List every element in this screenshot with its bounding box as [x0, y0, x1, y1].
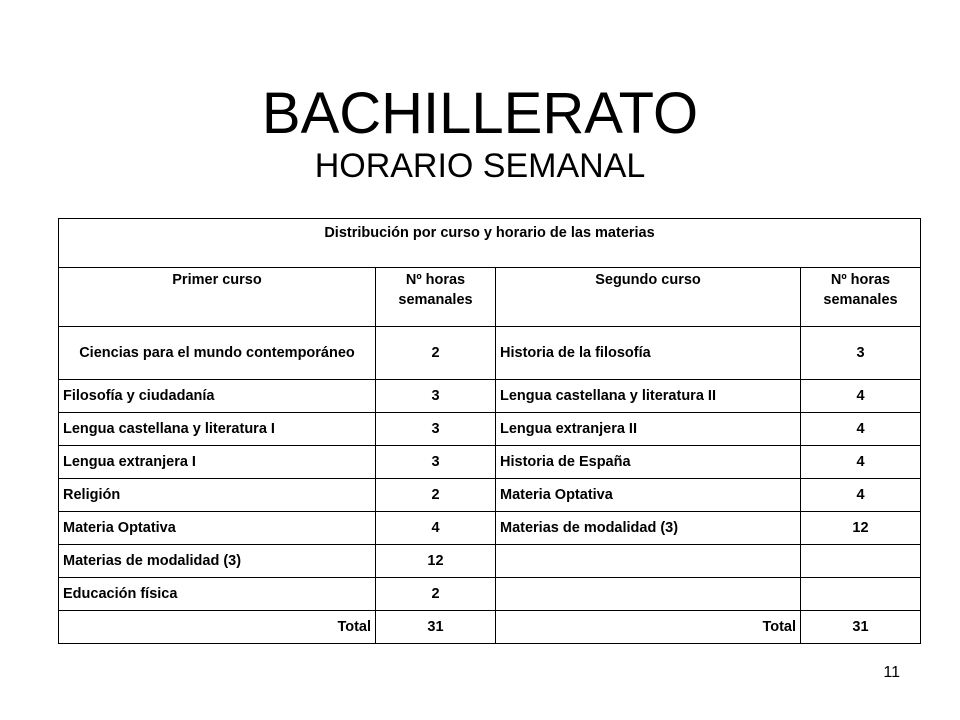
- second-course-hours: [801, 578, 921, 611]
- first-course-hours: 3: [376, 446, 496, 479]
- first-course-hours: 4: [376, 512, 496, 545]
- second-course-subject: Materia Optativa: [496, 479, 801, 512]
- second-course-subject: Lengua castellana y literatura II: [496, 380, 801, 413]
- table-row: [59, 512, 921, 545]
- header-first-hours: Nº horas semanales: [376, 268, 496, 327]
- second-course-hours: 12: [801, 512, 921, 545]
- page-number: 11: [883, 664, 900, 681]
- page-title: BACHILLERATO: [261, 81, 699, 146]
- first-course-subject: Religión: [59, 479, 376, 512]
- table-row: [59, 327, 921, 380]
- second-course-hours: 4: [801, 446, 921, 479]
- header-second-course: Segundo curso: [496, 268, 801, 327]
- first-course-subject: Lengua castellana y literatura I: [59, 413, 376, 446]
- total-second-label: Total: [496, 611, 801, 644]
- total-first-label: Total: [59, 611, 376, 644]
- first-course-hours: 12: [376, 545, 496, 578]
- table-row: [59, 545, 921, 578]
- first-course-subject: Filosofía y ciudadanía: [59, 380, 376, 413]
- title-block: [0, 78, 960, 186]
- table-header-row: [59, 268, 921, 327]
- table-row: [59, 413, 921, 446]
- first-course-hours: 2: [376, 479, 496, 512]
- first-course-subject: Materias de modalidad (3): [59, 545, 376, 578]
- second-course-hours: [801, 545, 921, 578]
- first-course-subject: Materia Optativa: [59, 512, 376, 545]
- header-second-hours: Nº horas semanales: [801, 268, 921, 327]
- first-course-hours: 2: [376, 578, 496, 611]
- page-subtitle: HORARIO SEMANAL: [314, 147, 646, 185]
- second-course-hours: 3: [801, 327, 921, 380]
- first-course-subject: Lengua extranjera I: [59, 446, 376, 479]
- table-row: [59, 446, 921, 479]
- second-course-hours: 4: [801, 413, 921, 446]
- total-second-hours: 31: [801, 611, 921, 644]
- second-course-subject: Materias de modalidad (3): [496, 512, 801, 545]
- table-caption: Distribución por curso y horario de las materias: [59, 219, 921, 268]
- second-course-hours: 4: [801, 479, 921, 512]
- first-course-subject: Educación física: [59, 578, 376, 611]
- table-row: [59, 479, 921, 512]
- second-course-subject: Historia de España: [496, 446, 801, 479]
- table-total-row: [59, 611, 921, 644]
- table-row: [59, 578, 921, 611]
- schedule-table: [58, 218, 921, 644]
- second-course-subject: Historia de la filosofía: [496, 327, 801, 380]
- first-course-hours: 3: [376, 380, 496, 413]
- first-course-subject: Ciencias para el mundo contemporáneo: [59, 327, 376, 380]
- second-course-subject: [496, 545, 801, 578]
- table-row: [59, 380, 921, 413]
- header-first-course: Primer curso: [59, 268, 376, 327]
- total-first-hours: 31: [376, 611, 496, 644]
- second-course-hours: 4: [801, 380, 921, 413]
- first-course-hours: 3: [376, 413, 496, 446]
- second-course-subject: [496, 578, 801, 611]
- first-course-hours: 2: [376, 327, 496, 380]
- second-course-subject: Lengua extranjera II: [496, 413, 801, 446]
- table-caption-row: [59, 219, 921, 268]
